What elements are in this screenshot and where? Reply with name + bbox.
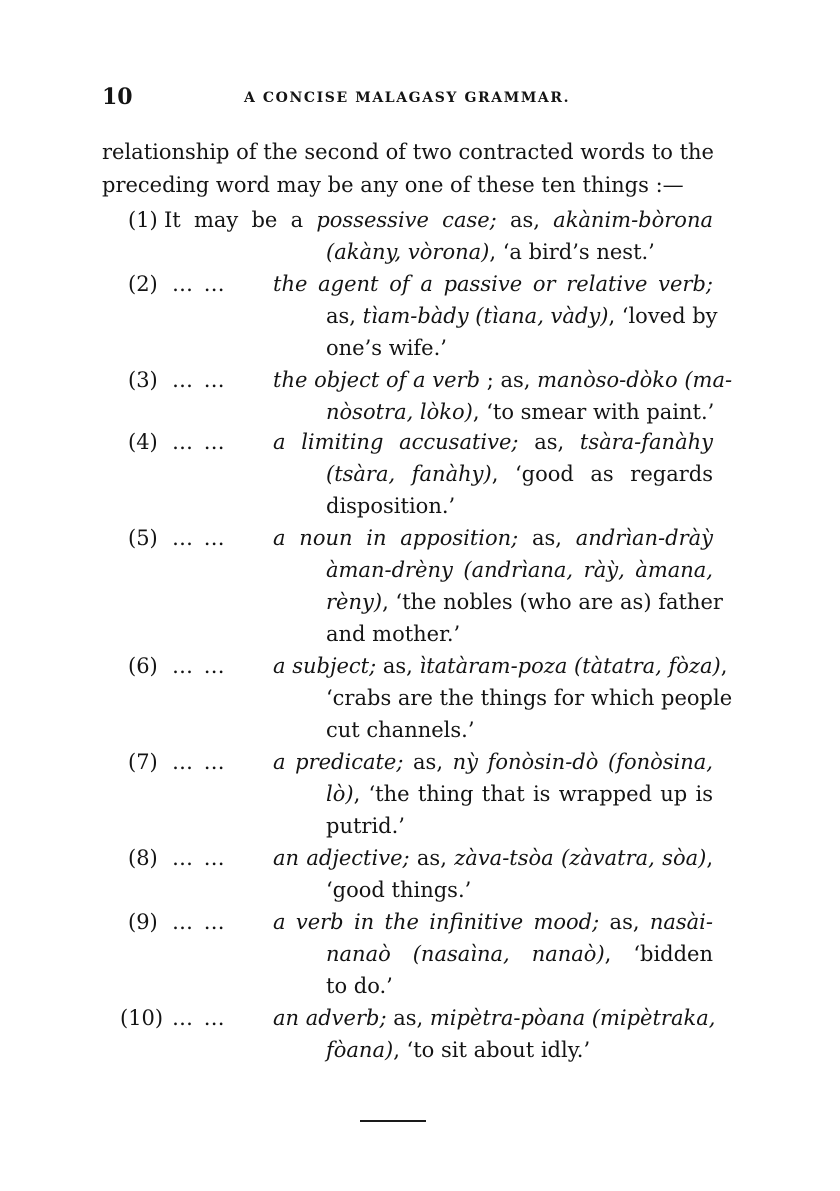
entry-number: (3) <box>128 368 158 392</box>
entry-number: (1) <box>128 208 158 232</box>
entry-body <box>273 1002 716 1066</box>
entry-body <box>273 650 733 746</box>
italic-term: tìam-bàdy (tìana, vàdy) <box>362 304 609 328</box>
plain-text: , ‘to sit about idly.’ <box>393 1038 591 1062</box>
plain-text: to do.’ <box>326 974 393 998</box>
italic-term: tsàra-fanàhy <box>579 430 713 454</box>
entry-line <box>273 522 713 554</box>
intro-line: preceding word may be any one of these ten things :— <box>102 173 684 197</box>
list-item <box>0 842 840 906</box>
entry-leader-dots: … … <box>172 846 227 870</box>
plain-text: , ‘a bird’s nest.’ <box>489 240 655 264</box>
plain-text: , ‘loved by <box>608 304 718 328</box>
entry-line <box>273 682 733 714</box>
plain-text: as, <box>326 304 363 328</box>
entry-body <box>164 204 713 268</box>
entry-body <box>273 522 723 650</box>
entry-number: (9) <box>128 910 158 934</box>
italic-term: possessive case; <box>316 208 497 232</box>
entry-body <box>273 268 718 364</box>
entry-number: (10) <box>120 1006 164 1030</box>
plain-text: as, <box>403 750 453 774</box>
entry-leader-dots: … … <box>172 430 227 454</box>
italic-term: nòsotra, lòko) <box>326 400 473 424</box>
entry-line <box>273 236 713 268</box>
plain-text: , <box>720 654 728 678</box>
italic-term: lò) <box>326 782 354 806</box>
entry-body <box>273 426 713 522</box>
italic-term: nỳ fonòsin-dò (fonòsina, <box>452 750 713 774</box>
plain-text: and mother.’ <box>326 622 461 646</box>
entry-leader-dots: … … <box>172 750 227 774</box>
entry-line <box>273 906 713 938</box>
italic-term: an adjective; <box>273 846 410 870</box>
page-header <box>102 84 712 114</box>
closing-rule <box>360 1120 426 1122</box>
plain-text: putrid.’ <box>326 814 405 838</box>
intro-line: relationship of the second of two contracted words to the <box>102 140 714 164</box>
entry-line <box>273 810 713 842</box>
entry-line <box>273 458 713 490</box>
italic-term: ìtatàram-poza (tàtatra, fòza) <box>419 654 721 678</box>
entry-line <box>273 650 728 682</box>
plain-text: , ‘good as regards <box>491 462 713 486</box>
entry-line <box>273 618 713 650</box>
plain-text: as, <box>599 910 650 934</box>
italic-term: zàva-tsòa (zàvatra, sòa) <box>454 846 707 870</box>
italic-term: akànim-bòrona <box>553 208 713 232</box>
italic-term: àman-drèny (andrìana, ràỳ, àmana, <box>326 558 713 582</box>
italic-term: (akàny, vòrona) <box>326 240 490 264</box>
entry-line <box>273 746 713 778</box>
plain-text: one’s wife.’ <box>326 336 447 360</box>
entry-leader-dots: … … <box>172 272 227 296</box>
entry-number: (7) <box>128 750 158 774</box>
entry-leader-dots: … … <box>172 910 227 934</box>
italic-term: nanaò (nasaìna, nanaò) <box>326 942 605 966</box>
list-item <box>0 522 840 650</box>
italic-term: rèny) <box>326 590 383 614</box>
entry-line <box>273 554 713 586</box>
entry-line <box>164 204 713 236</box>
entry-body <box>273 746 713 842</box>
italic-term: fòana) <box>326 1038 394 1062</box>
entry-line <box>273 268 713 300</box>
italic-term: manòso-dòko (ma- <box>537 368 733 392</box>
entry-body <box>273 364 733 428</box>
plain-text: as, <box>409 846 455 870</box>
entry-line <box>273 874 713 906</box>
page-number: 10 <box>102 84 133 110</box>
entry-line <box>273 938 713 970</box>
entry-line <box>273 714 713 746</box>
italic-term: a subject; <box>273 654 377 678</box>
plain-text: , ‘bidden <box>604 942 713 966</box>
plain-text: as, <box>496 208 554 232</box>
entry-number: (6) <box>128 654 158 678</box>
list-item <box>0 426 840 522</box>
plain-text: ‘good things.’ <box>326 878 472 902</box>
plain-text: , ‘the nobles (who are as) father <box>382 590 723 614</box>
italic-term: an adverb; <box>273 1006 387 1030</box>
entry-line <box>273 332 713 364</box>
list-item <box>0 204 840 268</box>
entry-line <box>273 490 713 522</box>
entry-line <box>273 586 723 618</box>
entry-leader-dots: … … <box>172 368 227 392</box>
italic-term: a verb in the infinitive mood; <box>273 910 600 934</box>
list-item <box>0 906 840 1002</box>
entry-line <box>273 1002 716 1034</box>
entry-number: (2) <box>128 272 158 296</box>
plain-text: , ‘the thing that is wrapped up is <box>353 782 713 806</box>
italic-term: andrìan-dràỳ <box>575 526 713 550</box>
italic-term: the object of a verb <box>273 368 481 392</box>
list-item <box>0 364 840 428</box>
italic-term: the agent of a passive or relative verb; <box>273 272 713 296</box>
plain-text: , ‘to smear with paint.’ <box>472 400 715 424</box>
entry-line <box>273 426 713 458</box>
intro-paragraph <box>102 136 714 202</box>
running-title: A CONCISE MALAGASY GRAMMAR. <box>244 90 571 106</box>
list-item <box>0 746 840 842</box>
entry-body <box>273 906 713 1002</box>
entry-line <box>273 396 713 428</box>
list-item <box>0 650 840 746</box>
list-item <box>0 268 840 364</box>
plain-text: as, <box>376 654 420 678</box>
italic-term: a limiting accusative; <box>273 430 519 454</box>
entry-line <box>273 300 718 332</box>
plain-text: as, <box>518 526 576 550</box>
entry-line <box>273 842 713 874</box>
entry-number: (4) <box>128 430 158 454</box>
entry-body <box>273 842 713 906</box>
entry-number: (8) <box>128 846 158 870</box>
entry-line <box>273 778 713 810</box>
entry-number: (5) <box>128 526 158 550</box>
plain-text: ; as, <box>480 368 538 392</box>
italic-term: mipètra-pòana (mipètraka, <box>429 1006 716 1030</box>
entry-line <box>273 364 733 396</box>
entry-line <box>273 1034 713 1066</box>
plain-text: , <box>706 846 714 870</box>
entry-leader-dots: … … <box>172 526 227 550</box>
plain-text: as, <box>518 430 580 454</box>
plain-text: disposition.’ <box>326 494 456 518</box>
plain-text: as, <box>386 1006 430 1030</box>
entry-lead-text: It may be a <box>164 208 317 232</box>
list-item <box>0 1002 840 1066</box>
plain-text: ‘crabs are the things for which people <box>326 686 733 710</box>
italic-term: a predicate; <box>273 750 404 774</box>
entry-leader-dots: … … <box>172 654 227 678</box>
entry-leader-dots: … … <box>172 1006 227 1030</box>
plain-text: cut channels.’ <box>326 718 475 742</box>
italic-term: nasài- <box>649 910 713 934</box>
entry-line <box>273 970 713 1002</box>
italic-term: (tsàra, fanàhy) <box>326 462 492 486</box>
italic-term: a noun in apposition; <box>273 526 519 550</box>
